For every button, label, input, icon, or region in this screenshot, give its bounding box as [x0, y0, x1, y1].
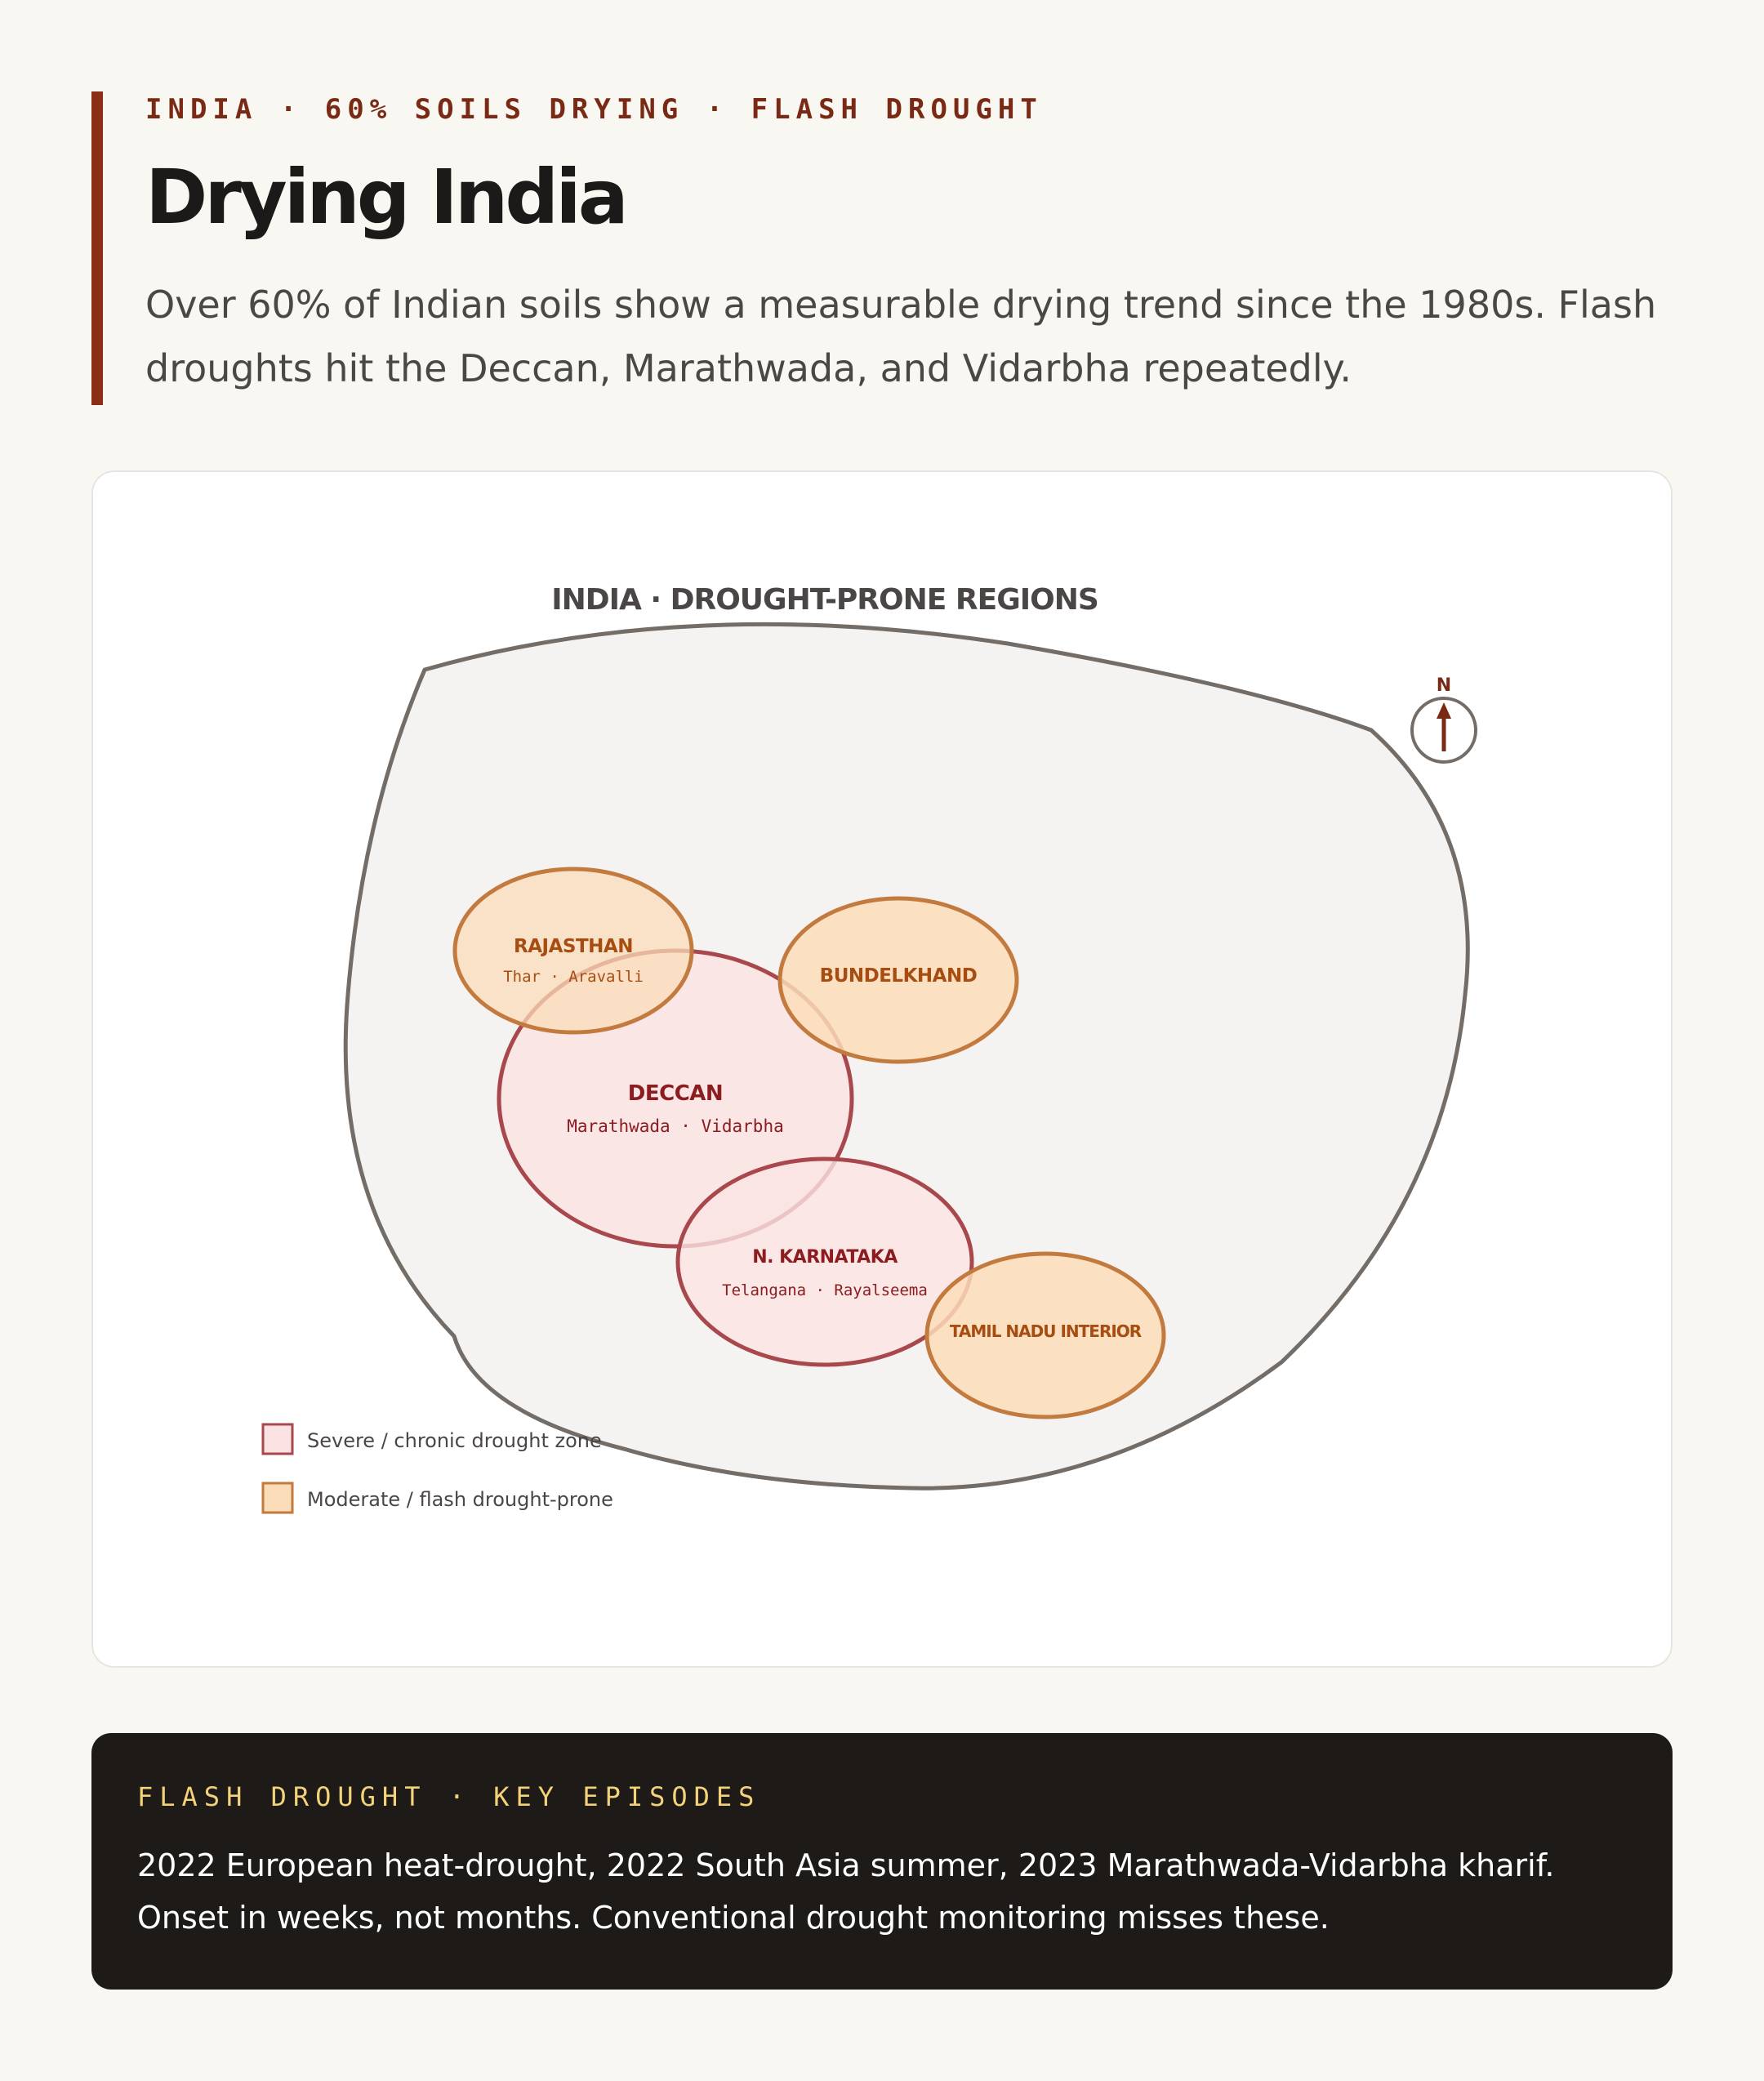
header-lede: Over 60% of Indian soils show a measurable drying trend since the 1980s. Flash droughts hit the Deccan, Marathwada, and Vidarbha repeatedly.: [145, 283, 1657, 390]
legend-swatch-severe: [263, 1424, 292, 1454]
label-deccan: DECCAN: [627, 1081, 724, 1106]
label-bundelkhand: BUNDELKHAND: [819, 965, 978, 987]
sublabel-n-karnataka: Telangana · Rayalseema: [722, 1281, 928, 1299]
episodes-body: 2022 European heat-drought, 2022 South Asia summer, 2023 Marathwada-Vidarbha kharif. Onset in weeks, not months. Conventional drought monitoring misses these.: [137, 1847, 1555, 1936]
label-tamil-nadu: TAMIL NADU INTERIOR: [949, 1321, 1142, 1341]
compass-label: N: [1436, 675, 1452, 696]
map-svg: [93, 472, 1674, 1669]
map-card: [91, 470, 1673, 1668]
episodes-kicker: FLASH DROUGHT · KEY EPISODES: [137, 1781, 761, 1812]
sublabel-rajasthan: Thar · Aravalli: [503, 968, 644, 986]
sublabel-deccan: Marathwada · Vidarbha: [567, 1116, 784, 1136]
legend-label-moderate: Moderate / flash drought-prone: [307, 1488, 613, 1511]
label-n-karnataka: N. KARNATAKA: [752, 1247, 898, 1268]
label-rajasthan: RAJASTHAN: [514, 936, 633, 957]
episodes-panel: [91, 1733, 1673, 1990]
compass: [1412, 675, 1476, 762]
legend-swatch-moderate: [263, 1483, 292, 1513]
map-title: INDIA · DROUGHT-PRONE REGIONS: [551, 583, 1098, 617]
header-kicker: INDIA · 60% SOILS DRYING · FLASH DROUGHT: [145, 93, 1043, 126]
page-title: Drying India: [145, 154, 626, 241]
header: [91, 91, 1692, 405]
legend: [263, 1424, 613, 1513]
legend-label-severe: Severe / chronic drought zone: [307, 1429, 602, 1452]
